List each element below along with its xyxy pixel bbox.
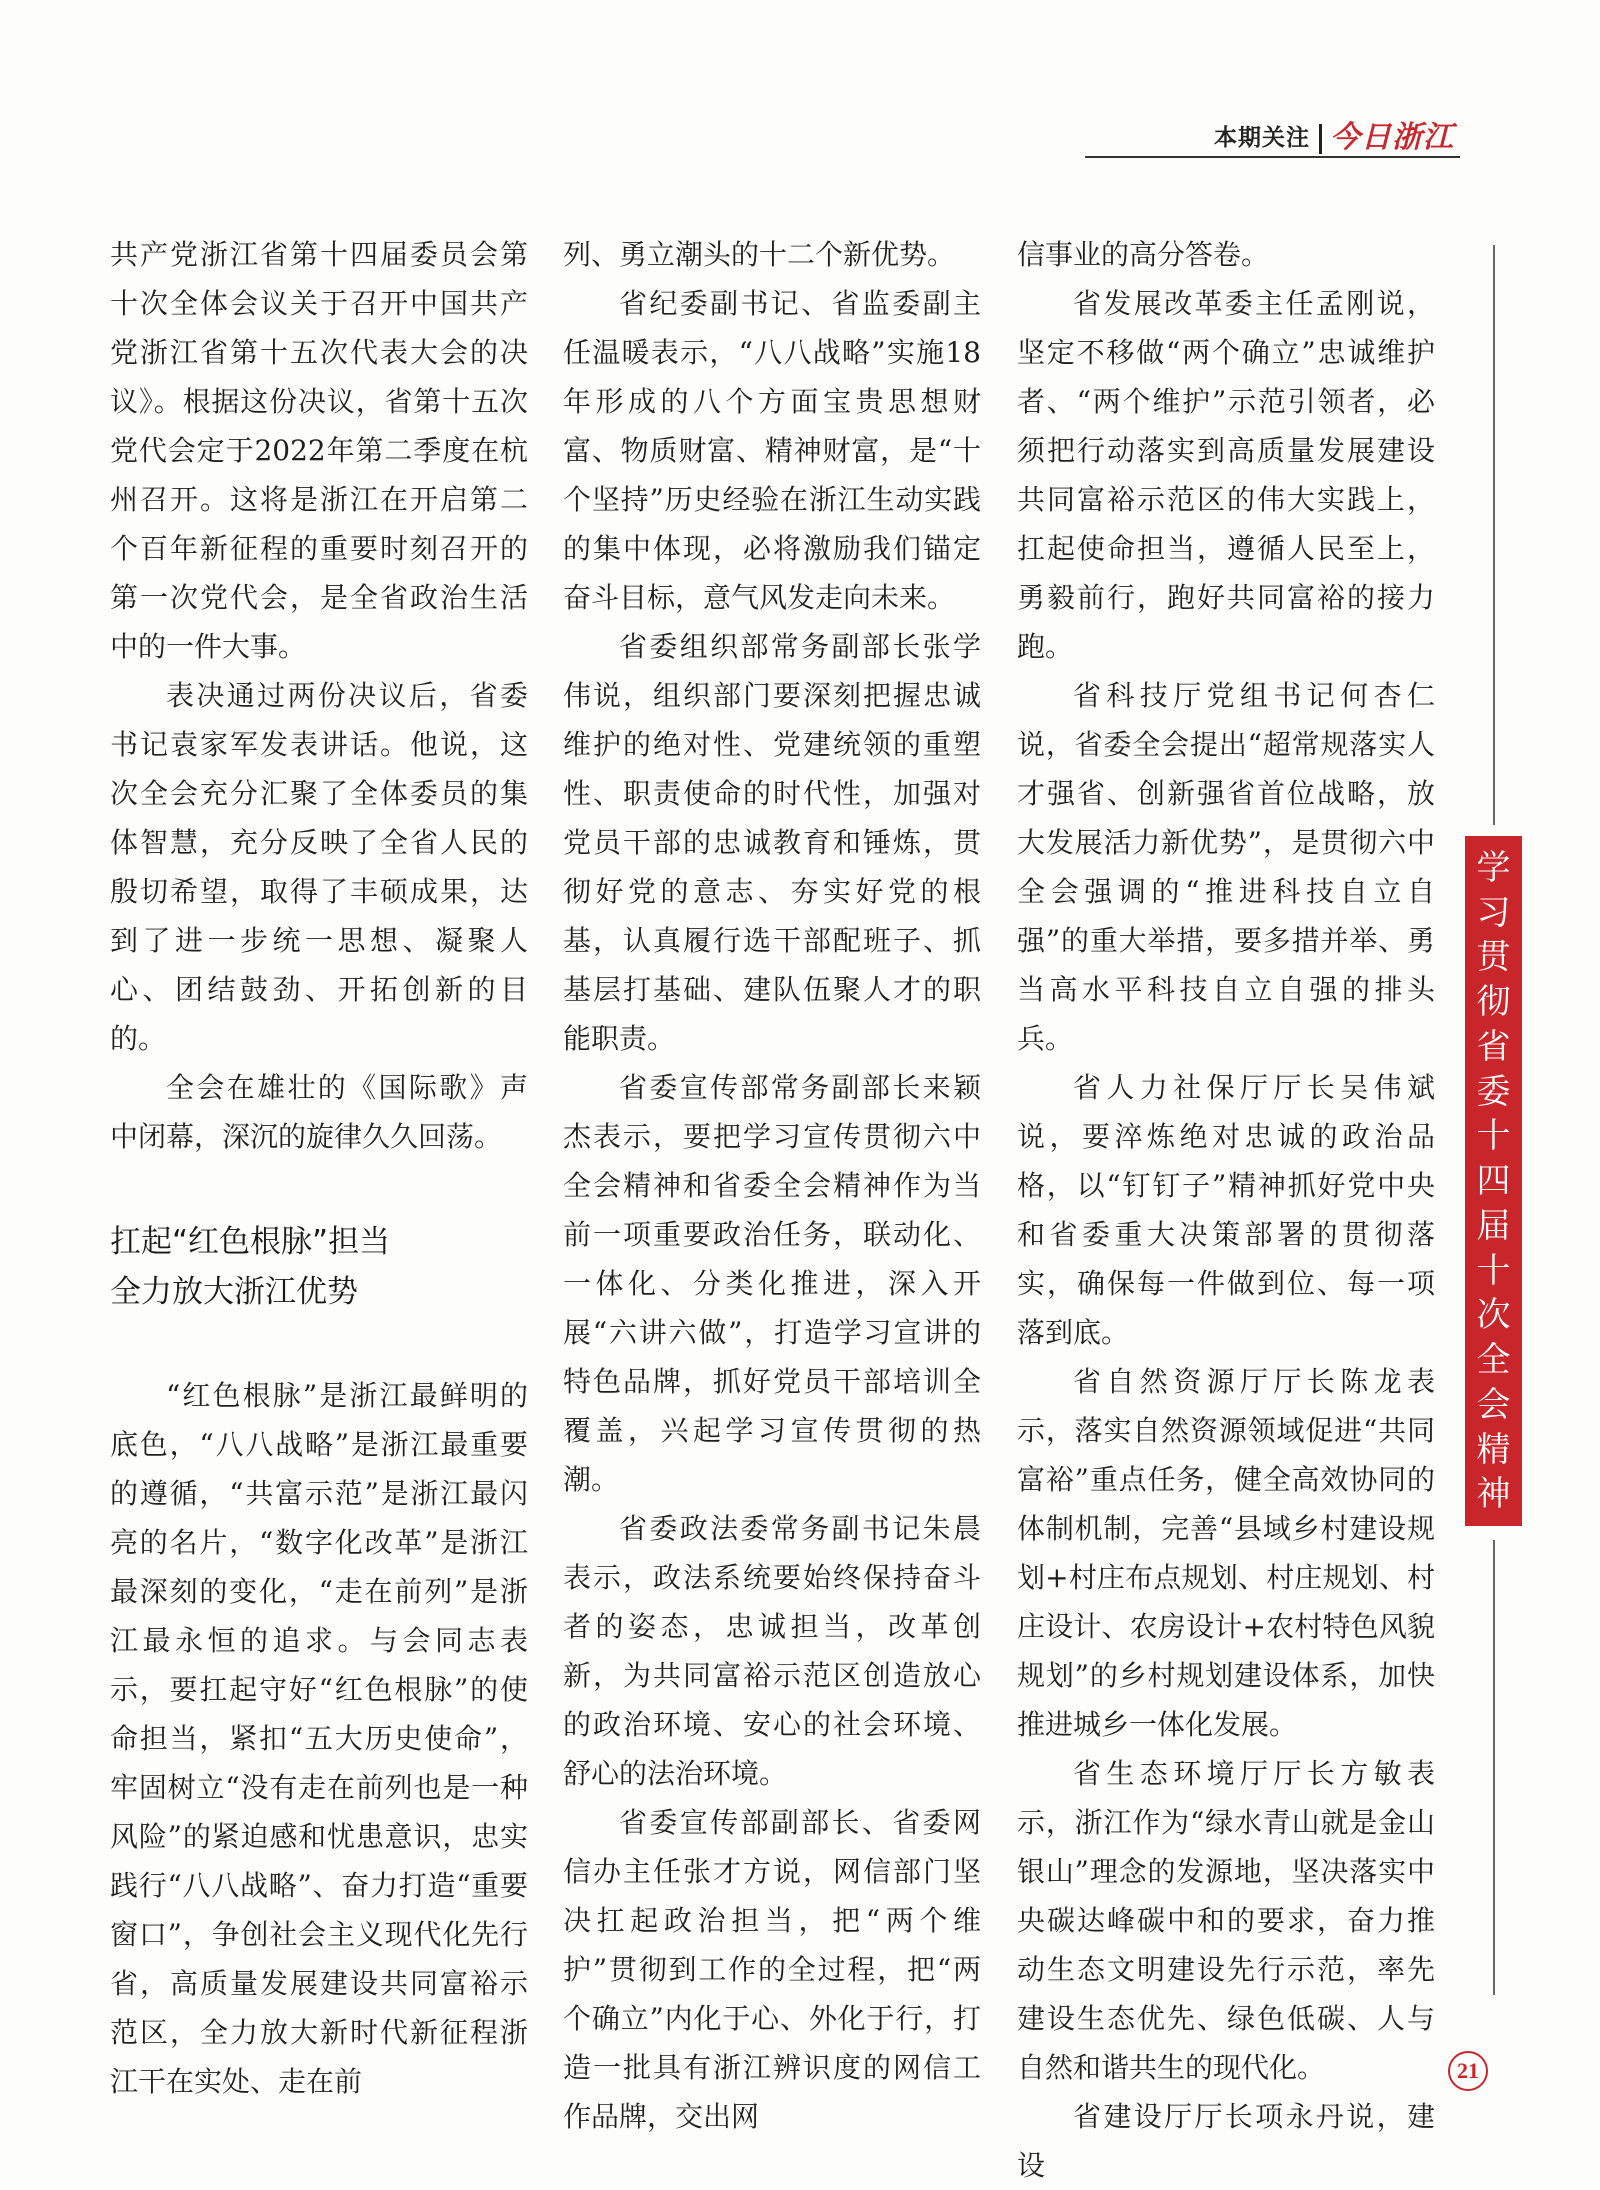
header-separator xyxy=(1319,124,1322,154)
banner-char: 习 xyxy=(1476,892,1511,933)
paragraph: 省人力社保厅厅长吴伟斌说，要淬炼绝对忠诚的政治品格，以“钉钉子”精神抓好党中央和省委重大决策部署的贯彻落实，确保每一件做到位、每一项落到底。 xyxy=(1017,1071,1435,1349)
side-rule-top xyxy=(1493,245,1495,825)
section-label: 本期关注 xyxy=(1214,125,1310,151)
banner-char: 全 xyxy=(1476,1340,1511,1380)
article-column-1 xyxy=(110,230,528,2106)
paragraph: 信事业的高分答卷。 xyxy=(1017,238,1270,271)
banner-char: 四 xyxy=(1476,1161,1511,1201)
banner-char: 会 xyxy=(1476,1384,1511,1425)
banner-char: 委 xyxy=(1476,1071,1511,1112)
subheading-line-2: 全力放大浙江优势 xyxy=(110,1274,358,1310)
banner-char: 十 xyxy=(1476,1116,1511,1157)
paragraph: 全会在雄壮的《国际歌》声中闭幕，深沉的旋律久久回荡。 xyxy=(110,1071,528,1153)
banner-char: 贯 xyxy=(1476,937,1511,978)
magazine-logo: 今日浙江 xyxy=(1330,120,1454,155)
page-header xyxy=(1085,118,1460,158)
banner-char: 神 xyxy=(1476,1474,1511,1515)
vertical-topic-banner xyxy=(1465,836,1522,1526)
page-number: 21 xyxy=(1448,2051,1488,2091)
paragraph: 共产党浙江省第十四届委员会第十次全体会议关于召开中国共产党浙江省第十五次代表大会的决议》。根据这份决议，省第十五次党代会定于2022年第二季度在杭州召开。这将是浙江在开启第二个百年新征程的重要时刻召开的第一次党代会，是全省政治生活中的一件大事。 xyxy=(110,238,528,663)
banner-char: 次 xyxy=(1476,1295,1511,1336)
article-column-3 xyxy=(1017,230,1435,2190)
paragraph: 省委组织部常务副部长张学伟说，组织部门要深刻把握忠诚维护的绝对性、党建统领的重塑性、职责使命的时代性，加强对党员干部的忠诚教育和锤炼，贯彻好党的意志、夯实好党的根基，认真履行选干部配班子、抓基层打基础、建队伍聚人才的职能职责。 xyxy=(563,630,981,1055)
subheading-line-1: 扛起“红色根脉”担当 xyxy=(110,1224,391,1260)
paragraph: 表决通过两份决议后，省委书记袁家军发表讲话。他说，这次全会充分汇聚了全体委员的集体智慧，充分反映了全省人民的殷切希望，取得了丰硕成果，达到了进一步统一思想、凝聚人心、团结鼓劲、开拓创新的目的。 xyxy=(110,679,528,1055)
paragraph: 省发展改革委主任孟刚说，坚定不移做“两个确立”忠诚维护者、“两个维护”示范引领者，必须把行动落实到高质量发展建设共同富裕示范区的伟大实践上，扛起使命担当，遵循人民至上，勇毅前行，跑好共同富裕的接力跑。 xyxy=(1017,287,1435,663)
paragraph: 省委宣传部常务副部长来颖杰表示，要把学习宣传贯彻六中全会精神和省委全会精神作为当前一项重要政治任务，联动化、一体化、分类化推进，深入开展“六讲六做”，打造学习宣讲的特色品牌，抓好党员干部培训全覆盖，兴起学习宣传贯彻的热潮。 xyxy=(563,1071,981,1496)
paragraph: 列、勇立潮头的十二个新优势。 xyxy=(563,238,956,271)
side-rule-bottom xyxy=(1493,1540,1495,1995)
paragraph: 省纪委副书记、省监委副主任温暖表示，“八八战略”实施18年形成的八个方面宝贵思想财富、物质财富、精神财富，是“十个坚持”历史经验在浙江生动实践的集中体现，必将激励我们锚定奋斗目标，意气风发走向未来。 xyxy=(563,287,981,614)
banner-char: 精 xyxy=(1476,1429,1511,1470)
paragraph: 省建设厅厅长项永丹说，建设 xyxy=(1017,2100,1435,2182)
paragraph: “红色根脉”是浙江最鲜明的底色，“八八战略”是浙江最重要的遵循，“共富示范”是浙江最闪亮的名片，“数字化改革”是浙江最深刻的变化，“走在前列”是浙江最永恒的追求。与会同志表示，要扛起守好“红色根脉”的使命担当，紧扣“五大历史使命”，牢固树立“没有走在前列也是一种风险”的紧迫感和忧患意识，忠实践行“八八战略”、奋力打造“重要窗口”，争创社会主义现代化先行省，高质量发展建设共同富裕示范区，全力放大新时代新征程浙江干在实处、走在前 xyxy=(110,1379,528,2098)
paragraph: 省委宣传部副部长、省委网信办主任张才方说，网信部门坚决扛起政治担当，把“两个维护”贯彻到工作的全过程，把“两个确立”内化于心、外化于行，打造一批具有浙江辨识度的网信工作品牌，交出网 xyxy=(563,1806,981,2133)
paragraph: 省生态环境厅厅长方敏表示，浙江作为“绿水青山就是金山银山”理念的发源地，坚决落实中央碳达峰碳中和的要求，奋力推动生态文明建设先行示范，率先建设生态优先、绿色低碳、人与自然和谐共生的现代化。 xyxy=(1017,1757,1435,2084)
banner-char: 十 xyxy=(1476,1250,1511,1291)
paragraph: 省科技厅党组书记何杏仁说，省委全会提出“超常规落实人才强省、创新强省首位战略，放大发展活力新优势”，是贯彻六中全会强调的“推进科技自立自强”的重大举措，要多措并举、勇当高水平科技自立自强的排头兵。 xyxy=(1017,679,1435,1055)
banner-char: 届 xyxy=(1476,1205,1511,1246)
section-subheading xyxy=(110,1217,528,1317)
banner-char: 学 xyxy=(1476,847,1511,888)
article-column-2 xyxy=(563,230,981,2141)
banner-char: 彻 xyxy=(1476,982,1511,1022)
header-rule xyxy=(1085,156,1460,158)
paragraph: 省委政法委常务副书记朱晨表示，政法系统要始终保持奋斗者的姿态，忠诚担当，改革创新，为共同富裕示范区创造放心的政治环境、安心的社会环境、舒心的法治环境。 xyxy=(563,1512,981,1790)
paragraph: 省自然资源厅厅长陈龙表示，落实自然资源领域促进“共同富裕”重点任务，健全高效协同的体制机制，完善“县域乡村建设规划+村庄布点规划、村庄规划、村庄设计、农房设计+农村特色风貌规划”的乡村规划建设体系，加快推进城乡一体化发展。 xyxy=(1017,1365,1435,1741)
banner-char: 省 xyxy=(1476,1026,1511,1067)
